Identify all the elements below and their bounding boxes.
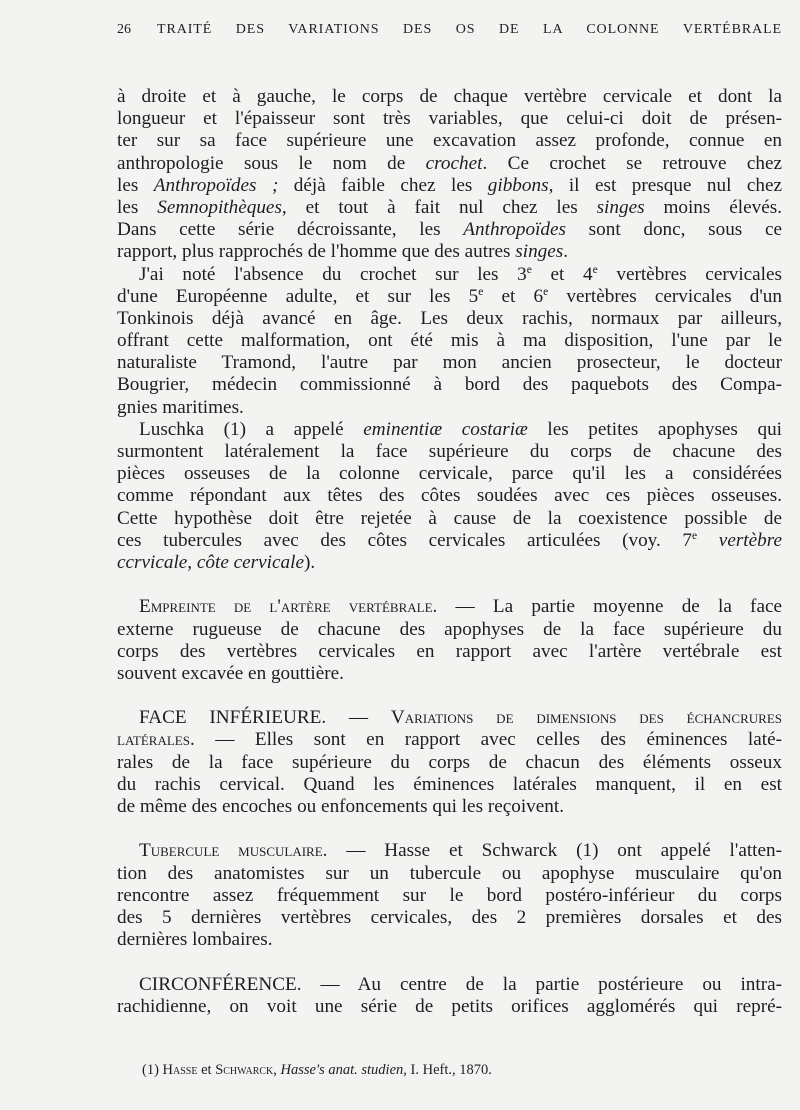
- text-run: offrant cette malformation, ont été mis à ma disposition, l'une par le: [117, 330, 782, 352]
- text-line: [117, 641, 782, 663]
- italic-text: singes: [515, 241, 564, 263]
- page-number: 26: [117, 22, 131, 37]
- text-run: et 4: [531, 263, 593, 285]
- small-caps-heading: latérales.: [117, 729, 195, 751]
- italic-text: crochet: [425, 152, 483, 174]
- text-line: [117, 241, 782, 263]
- small-caps-heading: Tubercule musculaire.: [139, 840, 328, 862]
- text-line: [117, 130, 782, 152]
- text-run: externe rugueuse de chacune des apophyses de la face supérieure du: [117, 618, 782, 640]
- text-run: Bougrier, médecin commissionné à bord des paquebots des Compa-: [117, 374, 782, 396]
- text-run: — La partie moyenne de la face: [437, 596, 782, 618]
- text-line: [117, 463, 782, 485]
- blank-line: [117, 574, 782, 596]
- text-run: comme répondant aux têtes des côtes soudées avec ces pièces osseuses.: [117, 485, 782, 507]
- text-line: [117, 840, 782, 862]
- text-line: [117, 397, 782, 419]
- text-line: [117, 86, 782, 108]
- text-line: [117, 552, 782, 574]
- blank-line: [117, 685, 782, 707]
- text-line: [117, 729, 782, 751]
- text-line: [117, 197, 782, 219]
- text-run: ces tubercules avec des côtes cervicales articulées (voy. 7: [117, 529, 693, 551]
- italic-text: Anthropoïdes: [463, 219, 566, 241]
- superscript: e: [526, 263, 532, 276]
- text-run: les petites apophyses qui: [527, 418, 782, 440]
- text-run: (1): [142, 1062, 163, 1078]
- superscript: e: [592, 263, 598, 276]
- text-line: [117, 996, 782, 1018]
- text-run: des 5 dernières vertèbres cervicales, des 2 premières dorsales et des: [117, 906, 782, 928]
- text-line: [117, 974, 782, 996]
- text-run: longueur et l'épaisseur sont très variables, que celui-ci doit de présen-: [117, 108, 782, 130]
- blank-line: [117, 951, 782, 973]
- italic-text: Semnopithèques: [157, 196, 282, 218]
- text-line: [117, 907, 782, 929]
- text-run: [697, 530, 719, 551]
- text-line: [117, 330, 782, 352]
- text-run: , et tout à fait nul chez les: [281, 196, 597, 218]
- italic-text: ccrvicale, côte cervicale: [117, 551, 304, 573]
- text-run: FACE INFÉRIEURE. —: [139, 707, 391, 729]
- text-line: [117, 707, 782, 729]
- text-line: [117, 596, 782, 618]
- text-run: Tonkinois déjà avancé en âge. Les deux rachis, normaux par ailleurs,: [117, 307, 782, 329]
- text-run: souvent excavée en gouttière.: [117, 662, 344, 684]
- text-run: surmontent latéralement la face supérieure du corps de chacune des: [117, 441, 782, 462]
- text-line: [117, 485, 782, 507]
- text-line: [117, 508, 782, 530]
- running-header: [117, 22, 782, 42]
- text-run: moins élevés.: [644, 196, 782, 218]
- text-line: [117, 796, 782, 818]
- text-line: [117, 663, 782, 685]
- text-line: [117, 108, 782, 130]
- text-run: de même des encoches ou enfoncements qui les reçoivent.: [117, 796, 565, 817]
- text-run: et 6: [483, 285, 544, 307]
- superscript: e: [692, 529, 698, 542]
- text-run: ).: [303, 551, 316, 573]
- text-run: les: [117, 196, 158, 218]
- text-run: .: [563, 241, 569, 263]
- text-line: [117, 264, 782, 286]
- text-run: corps des vertèbres cervicales en rapport avec l'artère vertébrale est: [117, 640, 782, 662]
- text-line: [117, 286, 782, 308]
- text-run: gnies maritimes.: [117, 396, 244, 418]
- text-run: naturaliste Tramond, l'autre par mon ancien prosecteur, le docteur: [117, 352, 782, 374]
- text-line: [117, 929, 782, 951]
- text-run: Cette hypothèse doit être rejetée à cause de la coexistence possible de: [117, 507, 782, 529]
- text-run: vertèbres cervicales d'un: [548, 285, 782, 307]
- text-run: rencontre assez fréquemment sur le bord postéro-inférieur du corps: [117, 884, 782, 906]
- text-run: les: [117, 174, 154, 196]
- text-run: J'ai noté l'absence du crochet sur les 3: [139, 263, 527, 285]
- text-run: vertèbres cervicales: [597, 263, 782, 285]
- text-line: [117, 885, 782, 907]
- italic-text: Anthropoïdes ;: [153, 174, 279, 196]
- text-line: [117, 752, 782, 774]
- running-title: TRAITÉ DES VARIATIONS DES OS DE LA COLONNE VERTÉBRALE: [157, 22, 782, 37]
- italic-text: vertèbre: [718, 529, 783, 551]
- footnote: [142, 1062, 492, 1079]
- text-run: — Hasse et Schwarck (1) ont appelé l'atten-: [327, 840, 783, 862]
- italic-text: singes: [596, 196, 645, 218]
- text-line: [117, 153, 782, 175]
- superscript: e: [478, 285, 484, 298]
- text-run: sont donc, sous ce: [565, 219, 783, 241]
- text-line: [117, 774, 782, 796]
- text-line: [117, 419, 782, 441]
- superscript: e: [543, 285, 549, 298]
- italic-text: Hasse's anat. studien: [280, 1062, 404, 1078]
- text-run: d'une Européenne adulte, et sur les 5: [117, 285, 479, 307]
- body-text: [117, 86, 782, 1018]
- italic-text: eminentiæ costariæ: [363, 418, 528, 440]
- italic-text: gibbons: [487, 174, 549, 196]
- text-run: ter sur sa face supérieure une excavation assez profonde, connue en: [117, 130, 782, 152]
- text-run: déjà faible chez les: [278, 174, 488, 196]
- small-caps-heading: Variations de dimensions des échancrures: [390, 707, 782, 729]
- small-caps-heading: Hasse: [162, 1062, 198, 1078]
- small-caps-heading: Schwarck: [215, 1062, 274, 1078]
- text-run: du rachis cervical. Quand les éminences latérales manquent, il en est: [117, 773, 782, 795]
- text-run: Dans cette série décroissante, les: [117, 219, 464, 241]
- text-line: [117, 530, 782, 552]
- text-line: [117, 352, 782, 374]
- text-run: — Elles sont en rapport avec celles des éminences laté-: [194, 729, 782, 751]
- text-run: Luschka (1) a appelé: [139, 418, 364, 440]
- text-run: pièces osseuses de la colonne cervicale, parce qu'il les a considérées: [117, 463, 782, 485]
- text-line: [117, 219, 782, 241]
- text-line: [117, 619, 782, 641]
- blank-line: [117, 818, 782, 840]
- text-run: tion des anatomistes sur un tubercule ou apophyse musculaire qu'on: [117, 862, 782, 884]
- text-run: , I. Heft., 1870.: [403, 1062, 492, 1078]
- text-line: [117, 863, 782, 885]
- text-run: . Ce crochet se retrouve chez: [482, 152, 782, 174]
- text-run: , il est presque nul chez: [548, 174, 783, 196]
- text-run: et: [197, 1062, 216, 1078]
- text-line: [117, 175, 782, 197]
- text-line: [117, 374, 782, 396]
- text-run: rapport, plus rapprochés de l'homme que des autres: [117, 241, 516, 263]
- text-run: ,: [273, 1062, 281, 1078]
- text-run: CIRCONFÉRENCE. — Au centre de la partie postérieure ou intra-: [139, 973, 782, 995]
- text-run: rales de la face supérieure du corps de chacun des éléments osseux: [117, 751, 782, 773]
- text-line: [117, 441, 782, 463]
- text-run: anthropologie sous le nom de: [117, 152, 426, 174]
- text-run: à droite et à gauche, le corps de chaque vertèbre cervicale et dont la: [117, 86, 782, 107]
- text-run: rachidienne, on voit une série de petits orifices agglomérés qui repré-: [117, 995, 782, 1017]
- small-caps-heading: Empreinte de l'artère vertébrale.: [139, 596, 438, 618]
- text-run: dernières lombaires.: [117, 929, 273, 951]
- text-line: [117, 308, 782, 330]
